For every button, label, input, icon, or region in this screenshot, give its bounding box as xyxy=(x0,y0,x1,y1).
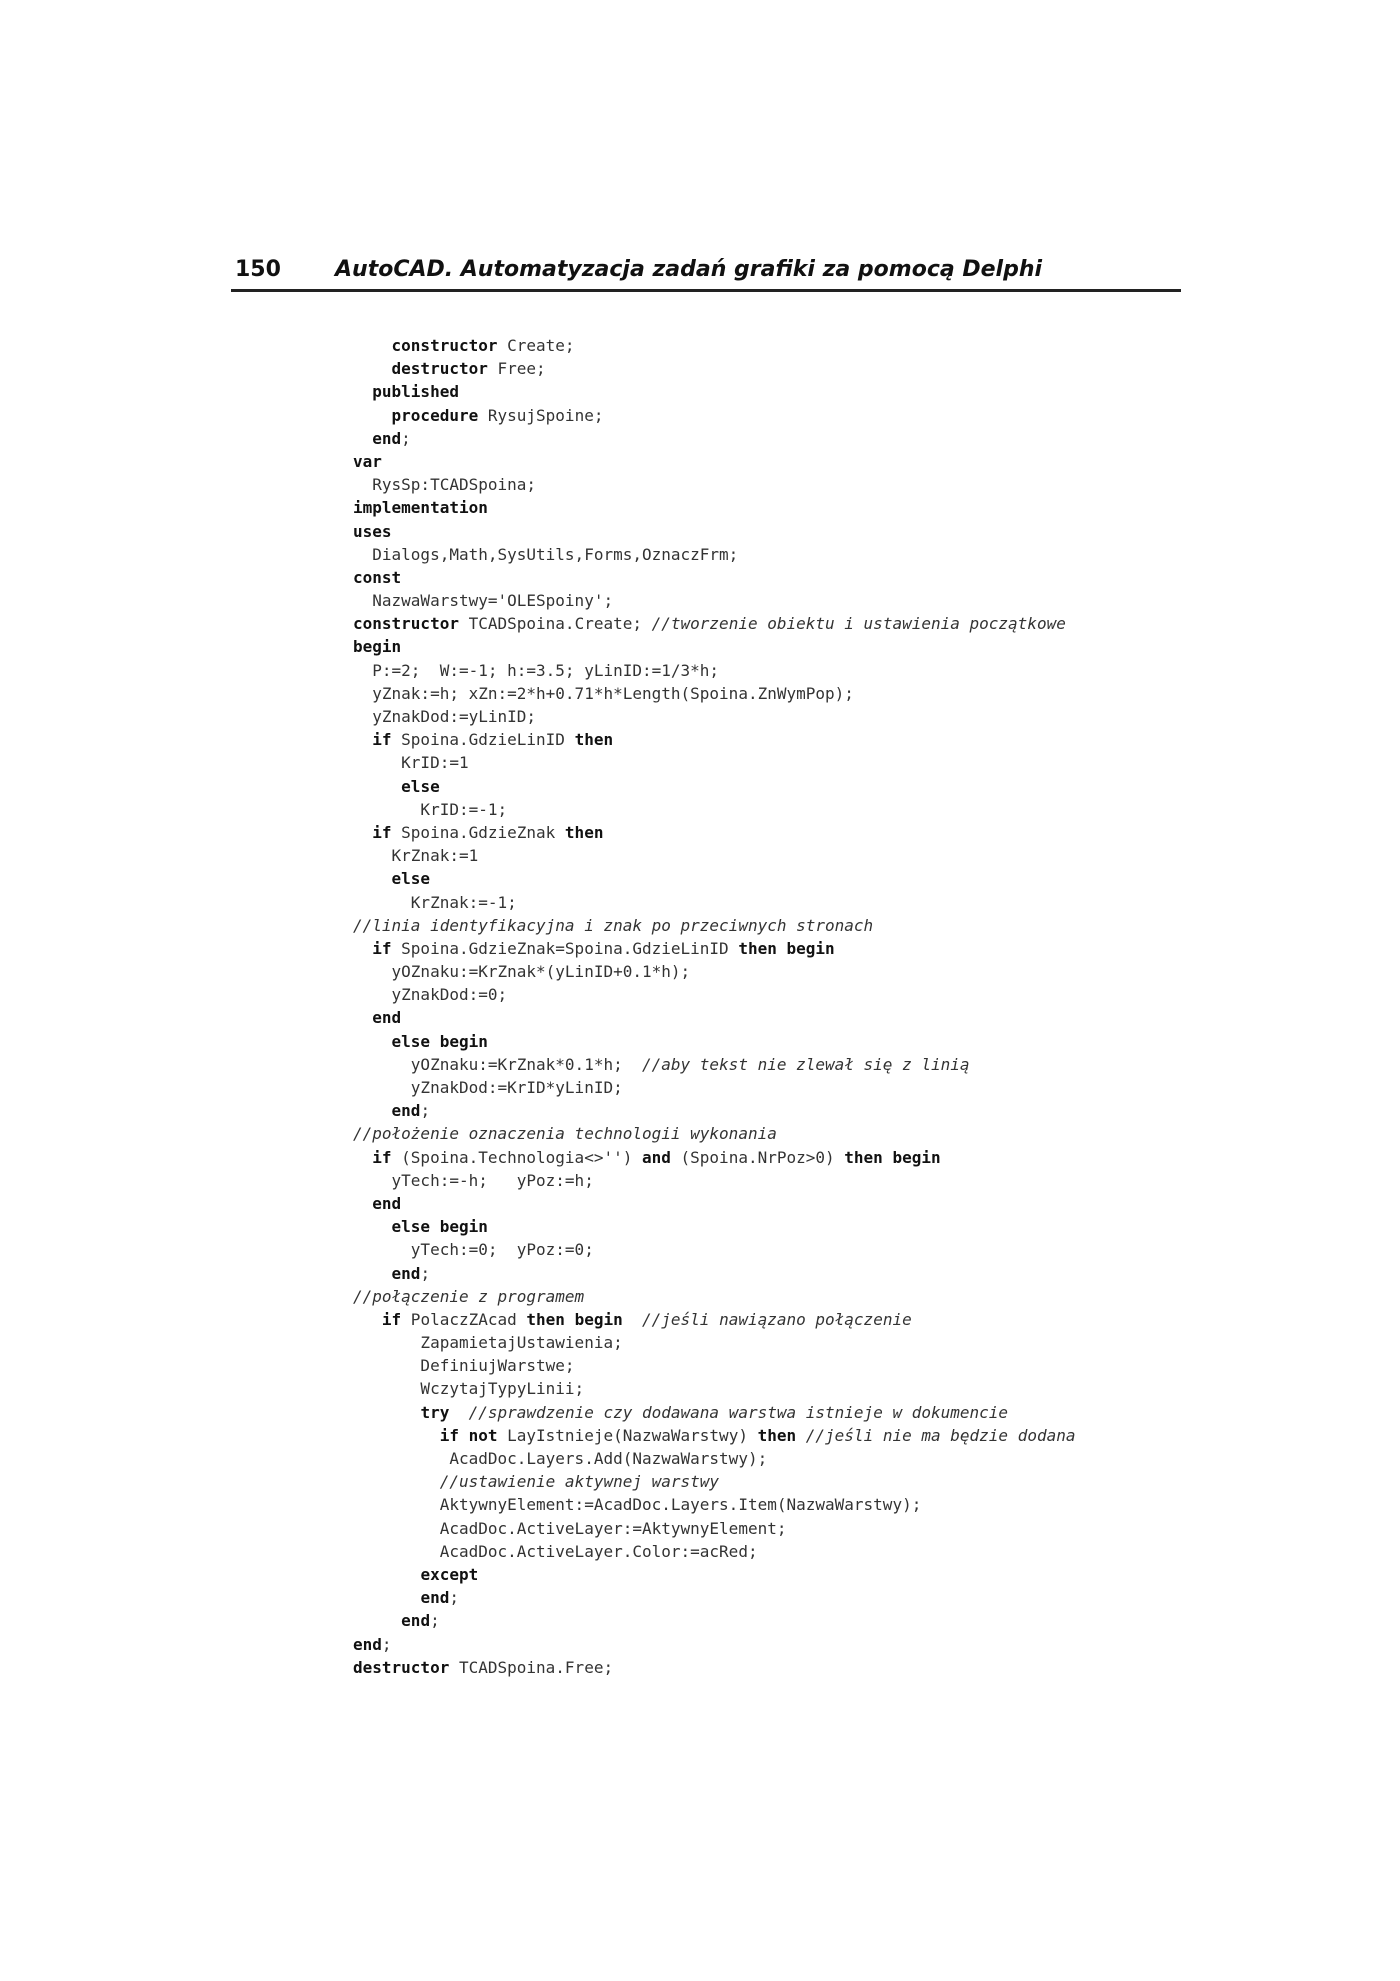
code-line xyxy=(353,496,1153,519)
code-keyword: end xyxy=(420,1588,450,1608)
code-keyword: if xyxy=(381,1309,402,1329)
code-text xyxy=(353,1148,372,1167)
code-line xyxy=(353,1354,1153,1377)
code-line xyxy=(353,1238,1153,1261)
code-line xyxy=(353,914,1153,937)
code-text: DefiniujWarstwe; xyxy=(353,1356,575,1376)
code-line xyxy=(353,1285,1153,1308)
code-line xyxy=(353,612,1153,635)
code-keyword: if xyxy=(372,938,392,958)
code-keyword: except xyxy=(420,1564,479,1584)
code-line xyxy=(353,1424,1153,1447)
code-keyword: then xyxy=(757,1425,797,1445)
code-line xyxy=(353,473,1153,496)
code-comment: //aby tekst nie zlewał się z linią xyxy=(641,1054,970,1074)
code-line xyxy=(353,798,1153,821)
code-text xyxy=(449,1403,468,1422)
code-text xyxy=(353,1310,382,1329)
code-text: KrID:=1 xyxy=(353,753,469,773)
code-text xyxy=(353,382,372,401)
code-line xyxy=(353,867,1153,890)
code-line xyxy=(353,821,1153,844)
code-line xyxy=(353,728,1153,751)
code-line xyxy=(353,1122,1153,1145)
code-keyword: else begin xyxy=(391,1217,488,1237)
code-keyword: end xyxy=(391,1101,421,1121)
code-text: AcadDoc.ActiveLayer:=AktywnyElement; xyxy=(353,1518,787,1538)
code-text xyxy=(353,336,392,355)
code-keyword: procedure xyxy=(391,405,479,425)
code-keyword: end xyxy=(372,428,402,448)
code-line xyxy=(353,404,1153,427)
code-keyword: if xyxy=(372,1147,392,1167)
code-line xyxy=(353,775,1153,798)
code-text xyxy=(353,1565,420,1584)
code-text: Create; xyxy=(497,336,575,355)
header-rule xyxy=(231,289,1181,292)
code-line xyxy=(353,1146,1153,1169)
code-keyword: const xyxy=(353,567,402,587)
code-line xyxy=(353,1053,1153,1076)
code-line xyxy=(353,844,1153,867)
code-text: NazwaWarstwy='OLESpoiny'; xyxy=(353,591,614,611)
code-text xyxy=(353,869,392,888)
code-text: yTech:=-h; yPoz:=h; xyxy=(353,1170,594,1190)
code-line xyxy=(353,659,1153,682)
code-line xyxy=(353,1006,1153,1029)
code-comment: //jeśli nawiązano połączenie xyxy=(642,1309,912,1329)
code-line xyxy=(353,1656,1153,1679)
code-keyword: constructor xyxy=(391,336,498,355)
code-text xyxy=(353,939,372,958)
code-keyword: then begin xyxy=(526,1309,623,1329)
code-keyword: if xyxy=(372,730,392,750)
code-text: yOZnaku:=KrZnak*(yLinID+0.1*h); xyxy=(353,962,691,982)
code-keyword: if not xyxy=(439,1425,498,1445)
code-text: P:=2; W:=-1; h:=3.5; yLinID:=1/3*h; xyxy=(353,660,720,680)
code-line xyxy=(353,635,1153,658)
code-text: yZnakDod:=0; xyxy=(353,985,508,1005)
code-line xyxy=(353,682,1153,705)
code-line xyxy=(353,1633,1153,1656)
code-keyword: and xyxy=(641,1147,671,1167)
code-text: Dialogs,Math,SysUtils,Forms,OznaczFrm; xyxy=(353,544,739,564)
code-text: ; xyxy=(401,428,411,448)
code-keyword: destructor xyxy=(391,359,488,379)
code-keyword: else xyxy=(391,869,431,889)
code-line xyxy=(353,891,1153,914)
code-line xyxy=(353,427,1153,450)
running-title: AutoCAD. Automatyzacja zadań grafiki za pomocą Delphi xyxy=(335,257,1043,282)
code-listing xyxy=(353,334,1153,1679)
code-line xyxy=(353,589,1153,612)
code-text xyxy=(353,1194,372,1213)
page-header xyxy=(231,252,1181,288)
code-text xyxy=(353,1008,372,1027)
code-comment: //linia identyfikacyjna i znak po przeciwnych stronach xyxy=(353,915,874,935)
code-text: LayIstnieje(NazwaWarstwy) xyxy=(497,1425,758,1445)
code-keyword: uses xyxy=(353,521,392,541)
code-keyword: end xyxy=(372,1193,402,1213)
code-text: (Spoina.Technologia<>'') xyxy=(391,1147,642,1167)
code-text: KrID:=-1; xyxy=(353,799,508,819)
code-line xyxy=(353,566,1153,589)
code-text: yOZnaku:=KrZnak*0.1*h; xyxy=(353,1054,642,1074)
code-text: ; xyxy=(420,1263,431,1283)
code-text: ZapamietajUstawienia; xyxy=(353,1333,623,1353)
code-comment: //tworzenie obiektu i ustawienia początkowe xyxy=(651,614,1066,634)
code-line xyxy=(353,1540,1153,1563)
code-text: ; xyxy=(420,1101,431,1121)
code-line xyxy=(353,380,1153,403)
code-line xyxy=(353,1493,1153,1516)
code-keyword: published xyxy=(372,382,459,402)
code-text xyxy=(353,1101,392,1120)
code-text: KrZnak:=-1; xyxy=(353,892,517,912)
code-text: RysujSpoine; xyxy=(478,405,604,425)
code-line xyxy=(353,751,1153,774)
code-text xyxy=(353,1264,392,1283)
code-keyword: end xyxy=(401,1611,431,1631)
code-text: RysSp:TCADSpoina; xyxy=(353,475,537,495)
code-text xyxy=(353,1403,420,1422)
code-line xyxy=(353,334,1153,357)
code-text xyxy=(353,406,392,425)
code-keyword: end xyxy=(391,1263,421,1283)
code-keyword: end xyxy=(372,1008,402,1028)
code-text xyxy=(353,1426,440,1445)
code-line xyxy=(353,1192,1153,1215)
code-keyword: constructor xyxy=(353,614,459,634)
code-text xyxy=(353,1472,440,1491)
code-text xyxy=(353,730,372,749)
code-line xyxy=(353,1030,1153,1053)
code-text xyxy=(623,1310,642,1329)
code-keyword: try xyxy=(420,1402,450,1422)
code-line xyxy=(353,1586,1153,1609)
code-line xyxy=(353,1215,1153,1238)
code-line xyxy=(353,1377,1153,1400)
code-line xyxy=(353,1401,1153,1424)
code-text: Free; xyxy=(487,359,546,379)
code-text: ; xyxy=(449,1588,459,1608)
code-text: TCADSpoina.Free; xyxy=(449,1657,614,1677)
code-text: WczytajTypyLinii; xyxy=(353,1379,585,1399)
code-line xyxy=(353,1331,1153,1354)
code-text: KrZnak:=1 xyxy=(353,846,479,866)
code-line xyxy=(353,983,1153,1006)
code-text: PolaczZAcad xyxy=(401,1309,527,1329)
code-line xyxy=(353,1076,1153,1099)
code-text: Spoina.GdzieLinID xyxy=(391,730,575,750)
code-line xyxy=(353,1099,1153,1122)
code-keyword: then begin xyxy=(738,938,835,958)
code-comment: //sprawdzenie czy dodawana warstwa istnieje w dokumencie xyxy=(468,1402,1009,1422)
code-keyword: else begin xyxy=(391,1031,488,1051)
code-keyword: if xyxy=(372,822,392,842)
code-line xyxy=(353,1308,1153,1331)
code-line xyxy=(353,705,1153,728)
code-text xyxy=(353,1217,392,1236)
code-text xyxy=(353,777,401,796)
code-text: yZnakDod:=yLinID; xyxy=(353,707,537,726)
code-text: yZnakDod:=KrID*yLinID; xyxy=(353,1078,623,1097)
code-line xyxy=(353,1447,1153,1470)
code-line xyxy=(353,450,1153,473)
code-text: Spoina.GdzieZnak xyxy=(391,822,565,842)
code-keyword: end xyxy=(353,1634,382,1654)
code-text: AcadDoc.ActiveLayer.Color:=acRed; xyxy=(353,1541,758,1561)
code-keyword: var xyxy=(353,451,382,471)
code-line xyxy=(353,960,1153,983)
code-text: AktywnyElement:=AcadDoc.Layers.Item(NazwaWarstwy); xyxy=(353,1495,922,1515)
code-text: ; xyxy=(381,1634,392,1654)
code-line xyxy=(353,937,1153,960)
code-text: yZnak:=h; xZn:=2*h+0.71*h*Length(Spoina.ZnWymPop); xyxy=(353,683,854,703)
code-line xyxy=(353,357,1153,380)
code-line xyxy=(353,1563,1153,1586)
code-line xyxy=(353,1262,1153,1285)
code-line xyxy=(353,1470,1153,1493)
code-text: yTech:=0; yPoz:=0; xyxy=(353,1240,594,1260)
code-text: AcadDoc.Layers.Add(NazwaWarstwy); xyxy=(353,1449,768,1468)
code-text: TCADSpoina.Create; xyxy=(458,614,652,634)
code-text xyxy=(353,359,392,378)
code-keyword: then xyxy=(564,822,604,842)
code-text xyxy=(353,823,372,842)
code-keyword: implementation xyxy=(353,498,488,518)
code-text xyxy=(353,429,372,448)
code-keyword: then begin xyxy=(844,1147,941,1167)
code-text: Spoina.GdzieZnak=Spoina.GdzieLinID xyxy=(391,938,739,958)
code-keyword: else xyxy=(401,776,440,796)
code-text: ; xyxy=(430,1611,440,1631)
code-comment: //położenie oznaczenia technologii wykonania xyxy=(353,1124,777,1144)
code-line xyxy=(353,1517,1153,1540)
code-text xyxy=(353,1588,420,1607)
code-text xyxy=(796,1426,806,1445)
code-comment: //ustawienie aktywnej warstwy xyxy=(439,1472,720,1492)
code-comment: //jeśli nie ma będzie dodana xyxy=(805,1425,1076,1445)
code-line xyxy=(353,1169,1153,1192)
code-keyword: destructor xyxy=(353,1657,450,1677)
code-keyword: begin xyxy=(353,637,402,657)
code-line xyxy=(353,520,1153,543)
code-line xyxy=(353,1609,1153,1632)
code-line xyxy=(353,543,1153,566)
code-text xyxy=(353,1032,392,1051)
code-text: (Spoina.NrPoz>0) xyxy=(670,1147,845,1167)
code-keyword: then xyxy=(574,730,614,750)
page-number: 150 xyxy=(235,257,281,282)
code-text xyxy=(353,1611,401,1630)
code-comment: //połączenie z programem xyxy=(353,1286,585,1306)
